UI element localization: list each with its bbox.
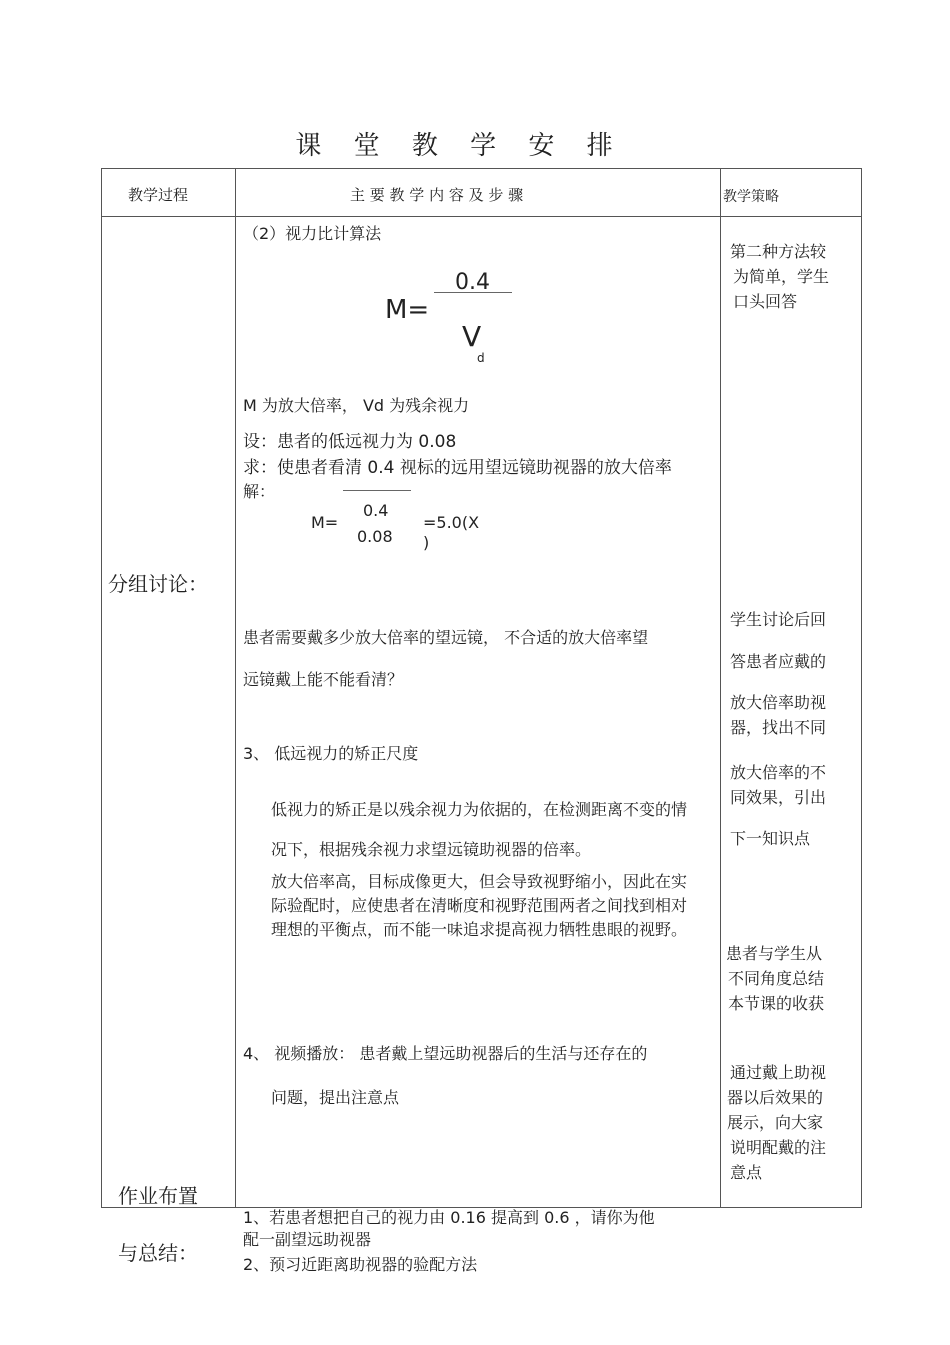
table-left-border: [101, 168, 102, 1207]
solution-label: 解：: [243, 482, 276, 501]
method-heading: （2）视力比计算法: [243, 224, 382, 243]
strategy-line: 为简单，学生: [733, 267, 830, 286]
strategy-line: 下一知识点: [730, 829, 811, 848]
section4-line1: 4、 视频播放： 患者戴上望远助视器后的生活与还存在的: [243, 1044, 648, 1063]
column-divider-1: [235, 168, 236, 1207]
strategy-line: 学生讨论后回: [730, 610, 827, 629]
column-divider-2: [720, 168, 721, 1207]
strategy-note-1: [730, 239, 829, 314]
strategy-line: 第二种方法较: [730, 242, 827, 261]
strategy-line: 答患者应戴的: [730, 652, 827, 671]
group-discussion-label: 分组讨论：: [108, 572, 208, 596]
calc-numerator: 0.4: [363, 501, 389, 520]
formula-subscript: d: [477, 351, 485, 365]
strategy-line: 意点: [730, 1163, 763, 1182]
header-content: 主 要 教 学 内 容 及 步 骤: [350, 186, 524, 204]
strategy-line: 放大倍率助视: [730, 693, 827, 712]
homework-item2: 2、预习近距离助视器的验配方法: [243, 1255, 478, 1274]
strategy-line: 说明配戴的注: [730, 1138, 827, 1157]
section4-line2: 问题，提出注意点: [271, 1088, 400, 1107]
calc-result: =5.0(X: [423, 513, 480, 532]
strategy-note-4: [727, 1060, 826, 1185]
strategy-line: 同效果，引出: [730, 788, 827, 807]
strategy-line: 不同角度总结: [728, 969, 825, 988]
strategy-line: 患者与学生从: [726, 944, 823, 963]
discussion-question-line2: 远镜戴上能不能看清？: [243, 670, 404, 689]
strategy-note-3: [726, 941, 824, 1016]
homework-label-line1: 作业布置: [118, 1184, 198, 1208]
strategy-line: 通过戴上助视: [730, 1063, 827, 1082]
section3-paragraph: [271, 798, 691, 942]
table-top-border: [101, 168, 862, 169]
calc-denominator: 0.08: [357, 527, 393, 546]
section3-heading: 3、 低远视力的矫正尺度: [243, 744, 419, 763]
header-divider: [101, 216, 862, 217]
calc-top-rule: [343, 490, 411, 491]
formula-lhs: M=: [385, 295, 430, 325]
calc-lhs: M=: [311, 513, 339, 532]
homework-item1-line2: 配一副望远助视器: [243, 1230, 372, 1249]
table-right-border: [861, 168, 862, 1207]
section3-paragraph-1: 低视力的矫正是以残余视力为依据的，在检测距离不变的情况下，根据残余视力求望远镜助视器的倍率。: [271, 800, 688, 859]
formula-denominator: V: [462, 320, 482, 353]
formula-definition: M 为放大倍率， Vd 为残余视力: [243, 396, 470, 415]
strategy-line: 放大倍率的不: [730, 763, 827, 782]
homework-label-line2: 与总结：: [118, 1241, 198, 1265]
strategy-line: 口头回答: [733, 292, 798, 311]
homework-item1-line1: 1、若患者想把自己的视力由 0.16 提高到 0.6 ，请你为他: [243, 1208, 655, 1227]
strategy-line: 本节课的收获: [728, 994, 825, 1013]
page-title: 课 堂 教 学 安 排: [295, 131, 625, 161]
strategy-line: 器以后效果的: [727, 1088, 824, 1107]
calc-result-close: ): [423, 533, 430, 552]
given-condition: 设：患者的低远视力为 0.08: [243, 432, 457, 452]
section3-paragraph-2: 放大倍率高，目标成像更大，但会导致视野缩小，因此在实际验配时，应使患者在清晰度和视野范围两者之间找到相对理想的平衡点，而不能一味追求提高视力牺牲患眼的视野。: [271, 872, 688, 939]
formula-fraction-bar: [434, 292, 512, 293]
header-process: 教学过程: [128, 186, 189, 204]
strategy-line: 展示，向大家: [727, 1113, 824, 1132]
strategy-line: 器，找出不同: [730, 718, 827, 737]
discussion-question-line1: 患者需要戴多少放大倍率的望远镜， 不合适的放大倍率望: [243, 628, 649, 647]
question-statement: 求：使患者看清 0.4 视标的远用望远镜助视器的放大倍率: [243, 458, 672, 478]
header-strategy: 教学策略: [723, 189, 779, 205]
formula-numerator: 0.4: [455, 270, 490, 295]
